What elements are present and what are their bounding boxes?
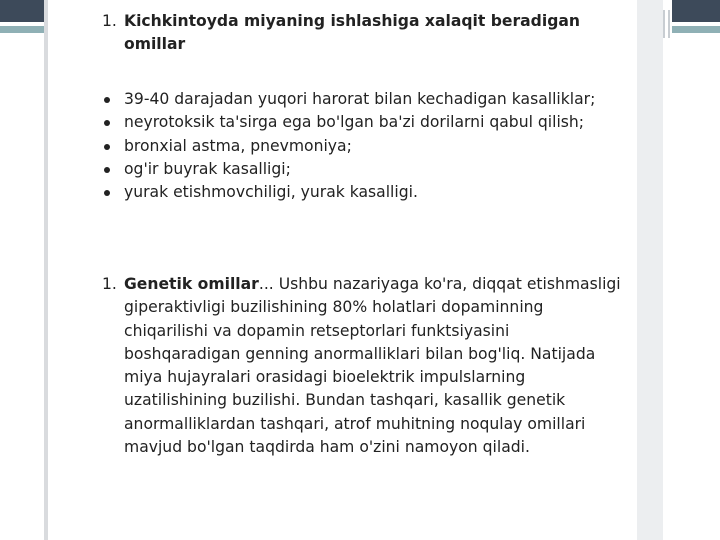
document-image: [48, 0, 637, 540]
list-item: [48, 88, 634, 111]
list-item-text: 39-40 darajadan yuqori harorat bilan kechadigan kasalliklar;: [124, 90, 596, 108]
list-item-text: neyrotoksik ta'sirga ega bo'lgan ba'zi dorilarni qabul qilish;: [124, 113, 585, 132]
slide-accent-stripe-left: [0, 26, 44, 33]
bullet-icon: [104, 120, 110, 126]
section-genetic-factors: [48, 273, 637, 533]
list-number: 1.: [102, 275, 117, 293]
paragraph-body: Ushbu nazariyaga ko'ra, diqqat etishmasligi giperaktivligi buzilishining 80% holatlari dopaminning chiqarilishi va dopamin retseptorlari funktsiyasini boshqaradigan genning anormalliklari bilan bog'liq. Natijada miya hujayralari orasidagi bioelektrik impulslarning uzatilishining buzilishi. Bundan tashqari, kasallik genetik anormalliklardan tashqari, atrof muhitning noqulay omillari mavjud bo'lgan taqdirda ham o'zini namoyon qiladi.: [124, 275, 621, 457]
bullet-icon: [104, 144, 110, 150]
bullet-icon: [104, 97, 110, 103]
list-number: 1.: [102, 12, 117, 30]
list-item-text: og'ir buyrak kasalligi;: [124, 159, 291, 178]
slide-corner-bar-right: [672, 0, 720, 22]
paragraph: [124, 273, 624, 459]
list-item: [48, 135, 634, 158]
section-heading-risk-factors: [48, 10, 637, 60]
list-item-text: bronxial astma, pnevmoniya;: [124, 136, 352, 155]
ellipsis: ...: [258, 275, 274, 293]
bullet-icon: [104, 190, 110, 196]
slide-corner-bar-left: [0, 0, 44, 22]
bullet-icon: [104, 167, 110, 173]
slide-accent-stripe-right: [672, 26, 720, 33]
image-border-right: [637, 0, 663, 540]
list-item: [48, 158, 634, 181]
list-item: [48, 181, 634, 204]
paragraph-heading: Genetik omillar: [124, 275, 259, 293]
bullet-list: [48, 88, 637, 204]
list-item-text: yurak etishmovchiligi, yurak kasalligi.: [124, 183, 418, 202]
heading-text: Kichkintoyda miyaning ishlashiga xalaqit beradigan omillar: [124, 12, 580, 54]
list-item: [48, 111, 634, 134]
